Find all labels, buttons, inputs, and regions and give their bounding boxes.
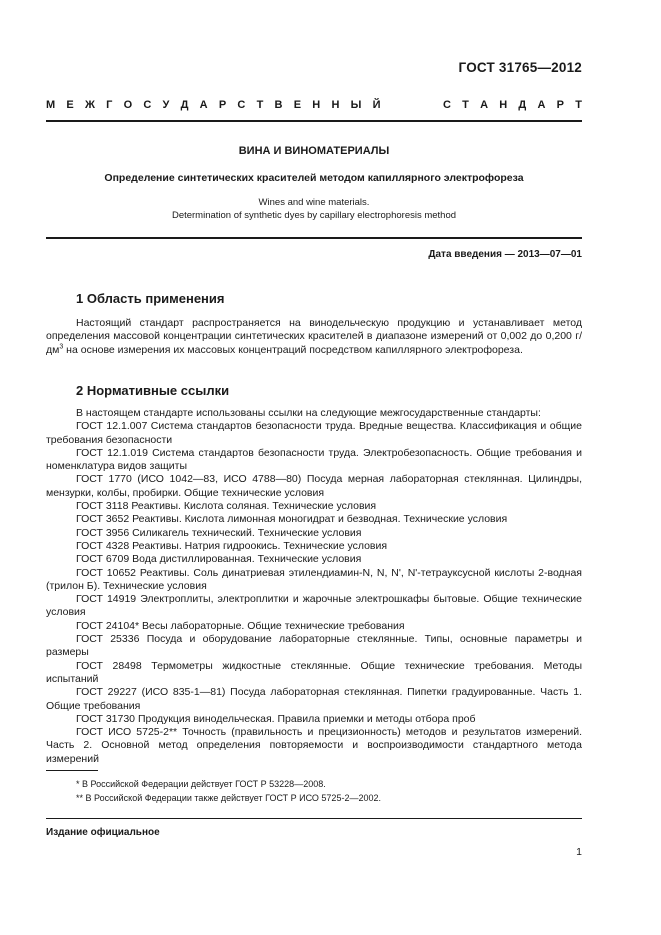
reference-item: ГОСТ 6709 Вода дистиллированная. Технические условия (76, 553, 362, 566)
english-title-line-2: Determination of synthetic dyes by capillary electrophoresis method (171, 210, 457, 221)
banner-letter: А (199, 99, 208, 111)
banner-letter: Г (106, 99, 113, 111)
page-number: 1 (576, 846, 582, 858)
section-2-heading: 2 Нормативные ссылки (76, 383, 230, 398)
reference-item: ГОСТ 4328 Реактивы. Натрия гидроокись. Технические условия (76, 539, 388, 552)
banner-letter: Й (372, 99, 381, 111)
reference-item: ГОСТ 12.1.019 Система стандартов безопасности труда. Электробезопасность. Общие требования и номенклатура видов защиты (46, 446, 582, 473)
banner-letter: Н (331, 99, 340, 111)
section-1-text-b: на основе измерения их массовых концентраций посредством капиллярного электрофореза. (63, 343, 523, 356)
unit-superscript: 3 (59, 343, 64, 351)
banner-letter: Н (499, 99, 508, 111)
interstate-standard-banner (46, 99, 582, 111)
footnote-2: ** В Российской Федерации также действует ГОСТ Р ИСО 5725-2—2002. (76, 793, 381, 803)
normative-references-list (46, 407, 582, 766)
banner-letter: М (46, 99, 56, 111)
banner-letter: А (537, 99, 546, 111)
banner-gap (392, 99, 432, 111)
banner-letter: Ж (84, 99, 95, 111)
reference-item: ГОСТ ИСО 5725-2** Точность (правильность и прецизионность) методов и результатов измерений. Часть 2. Основной метод определения повторяемости и воспроизводимости стандартного метода измерений (46, 726, 582, 765)
reference-item: ГОСТ 12.1.007 Система стандартов безопасности труда. Вредные вещества. Классификация и общие требования безопасности (46, 420, 582, 446)
banner-letter: Д (180, 99, 189, 111)
footnote-1: * В Российской Федерации действует ГОСТ Р 53228—2008. (76, 779, 326, 789)
reference-item: ГОСТ 28498 Термометры жидкостные стеклянные. Общие технические требования. Методы испытаний (46, 659, 582, 685)
banner-letter: С (143, 99, 152, 111)
reference-item: ГОСТ 25336 Посуда и оборудование лабораторные стеклянные. Типы, основные параметры и размеры (46, 633, 582, 659)
section-1-paragraph (46, 317, 582, 357)
banner-letter: В (274, 99, 283, 111)
header-rule (46, 120, 582, 122)
introduction-date: Дата введения — 2013—07—01 (428, 249, 582, 260)
banner-letter: У (162, 99, 170, 111)
document-subtitle: Определение синтетических красителей методом капиллярного электрофореза (104, 172, 524, 184)
standard-code: ГОСТ 31765—2012 (458, 60, 582, 75)
banner-letter: Р (218, 99, 227, 111)
document-title: ВИНА И ВИНОМАТЕРИАЛЫ (238, 145, 390, 157)
section-1-body (46, 317, 582, 357)
footer-rule (46, 818, 582, 819)
reference-intro: В настоящем стандарте использованы ссылки на следующие межгосударственные стандарты: (76, 407, 541, 419)
banner-letter: А (480, 99, 489, 111)
banner-letter: Ы (350, 99, 362, 111)
reference-item: ГОСТ 3118 Реактивы. Кислота соляная. Технические условия (76, 500, 377, 513)
reference-item: ГОСТ 29227 (ИСО 835-1—81) Посуда лабораторная стеклянная. Пипетки градуированные. Часть 1. Общие требования (46, 686, 582, 712)
banner-letter: Р (556, 99, 564, 111)
title-rule (46, 237, 582, 239)
section-1-text-a: Настоящий стандарт распространяется на винодельческую продукцию и устанавливает метод определения массовой концентрации синтетических красителей в диапазоне измерений от 0,002 до 0,200 г/дм (46, 317, 582, 356)
banner-letter: О (123, 99, 133, 111)
official-edition-label: Издание официальное (46, 827, 160, 838)
reference-item: ГОСТ 31730 Продукция винодельческая. Правила приемки и методы отбора проб (76, 712, 476, 725)
banner-letter: С (442, 99, 451, 111)
reference-item: ГОСТ 10652 Реактивы. Соль динатриевая этилендиамин-N, N, N', N'-тетрауксусной кислоты 2-водная (трилон Б). Технические условия (46, 566, 582, 592)
banner-letter: Д (518, 99, 527, 111)
banner-letter: Н (312, 99, 321, 111)
section-1-heading: 1 Область применения (76, 291, 225, 306)
banner-letter: Т (462, 99, 469, 111)
reference-item: ГОСТ 24104* Весы лабораторные. Общие технические требования (76, 619, 405, 632)
banner-letter: Т (575, 99, 582, 111)
reference-item: ГОСТ 3652 Реактивы. Кислота лимонная моногидрат и безводная. Технические условия (76, 513, 508, 526)
english-title-line-1: Wines and wine materials. (258, 197, 370, 208)
banner-letter: Т (256, 99, 264, 111)
reference-item: ГОСТ 14919 Электроплиты, электроплитки и жарочные электрошкафы бытовые. Общие технические условия (46, 593, 582, 619)
banner-letter: Е (66, 99, 74, 111)
banner-letter: С (237, 99, 246, 111)
reference-item: ГОСТ 1770 (ИСО 1042—83, ИСО 4788—80) Посуда мерная лабораторная стеклянная. Цилиндры, мензурки, колбы, пробирки. Общие технические условия (46, 473, 582, 499)
reference-item: ГОСТ 3956 Силикагель технический. Технические условия (76, 526, 362, 539)
banner-letter: Е (293, 99, 302, 111)
footnote-rule (46, 770, 98, 771)
